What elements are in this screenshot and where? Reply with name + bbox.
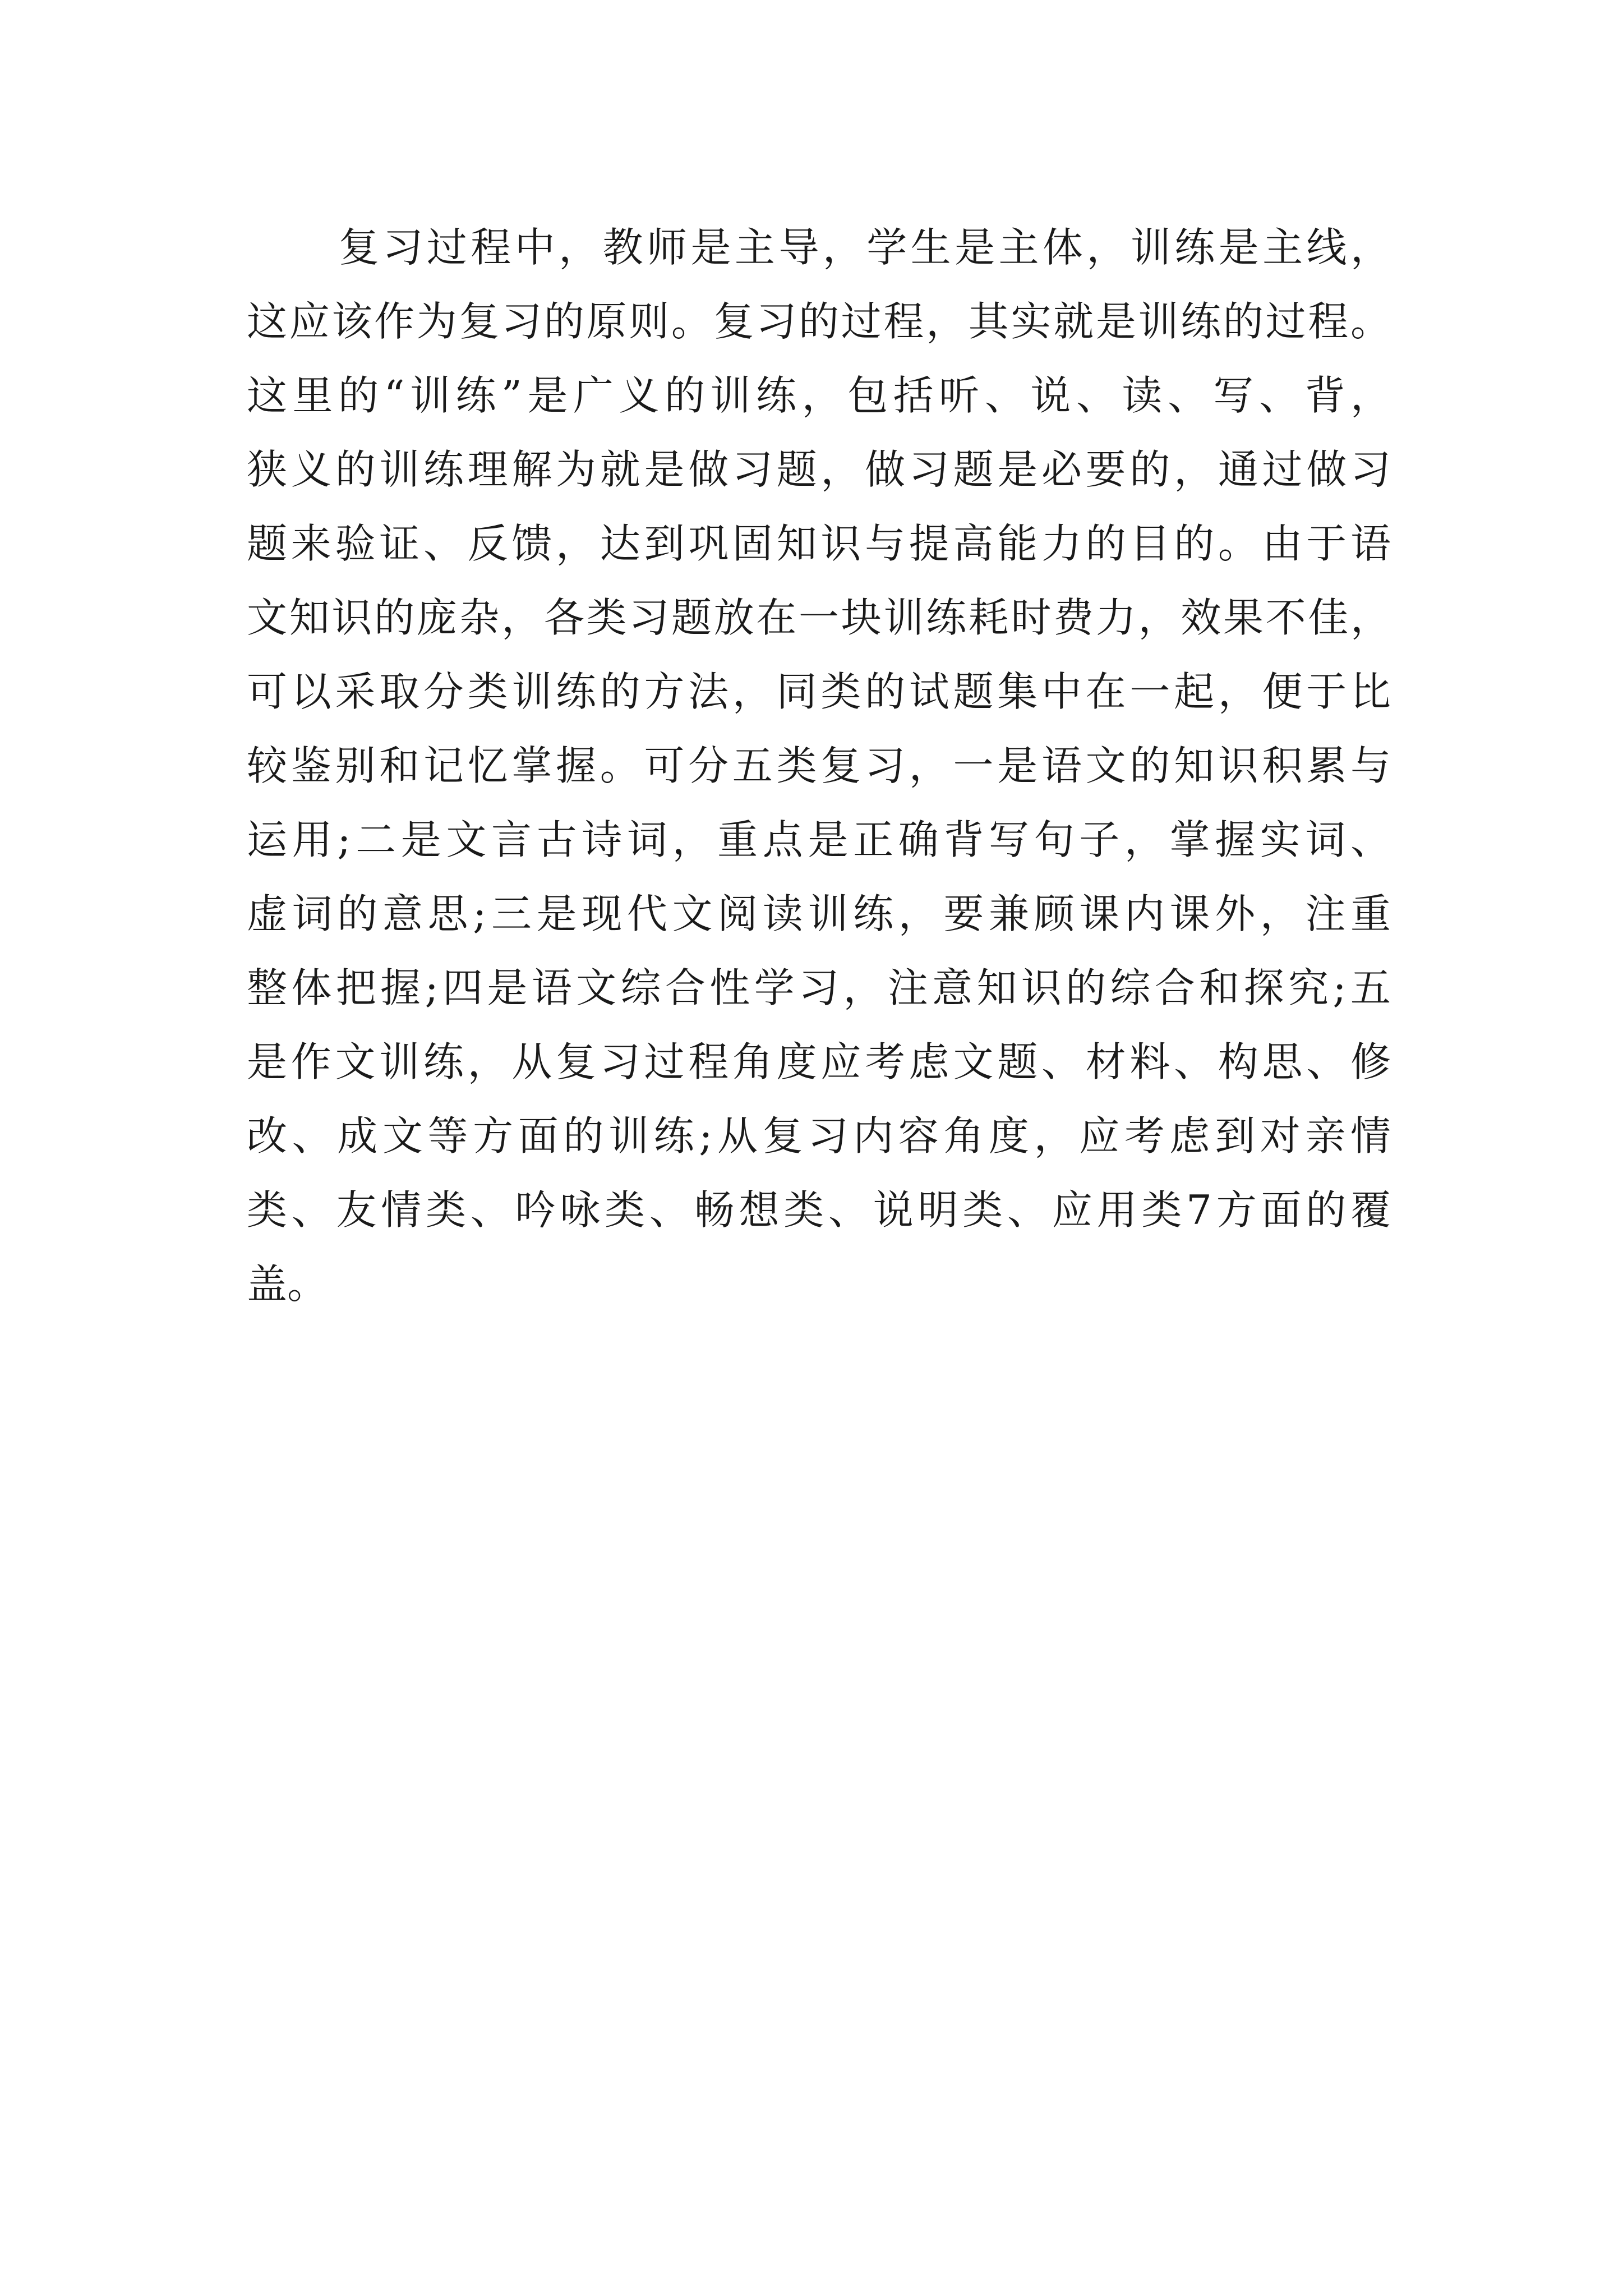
paragraph-line: 文知识的庞杂，各类习题放在一块训练耗时费力，效果不佳， [247, 594, 1391, 641]
paragraph-line: 运用;二是文言古诗词，重点是正确背写句子，掌握实词、 [247, 816, 1391, 863]
paragraph-line: 是作文训练，从复习过程角度应考虑文题、材料、构思、修 [247, 1038, 1391, 1085]
paragraph-line: 类、友情类、吟咏类、畅想类、说明类、应用类7方面的覆 [247, 1186, 1391, 1234]
body-paragraph [247, 210, 1391, 1321]
paragraph-line: 复习过程中，教师是主导，学生是主体，训练是主线， [339, 224, 1391, 271]
paragraph-line: 虚词的意思;三是现代文阅读训练，要兼顾课内课外，注重 [247, 890, 1391, 937]
paragraph-line: 改、成文等方面的训练;从复习内容角度，应考虑到对亲情 [247, 1112, 1391, 1159]
paragraph-line: 这应该作为复习的原则。复习的过程，其实就是训练的过程。 [247, 298, 1391, 345]
paragraph-line: 盖。 [247, 1260, 328, 1308]
paragraph-line: 这里的“训练”是广义的训练，包括听、说、读、写、背， [247, 372, 1391, 419]
paragraph-line: 较鉴别和记忆掌握。可分五类复习，一是语文的知识积累与 [247, 742, 1391, 789]
paragraph-line: 狭义的训练理解为就是做习题，做习题是必要的，通过做习 [247, 446, 1391, 493]
paragraph-line: 可以采取分类训练的方法，同类的试题集中在一起，便于比 [247, 668, 1391, 715]
paragraph-line: 整体把握;四是语文综合性学习，注意知识的综合和探究;五 [247, 964, 1391, 1011]
paragraph-line: 题来验证、反馈，达到巩固知识与提高能力的目的。由于语 [247, 520, 1391, 567]
